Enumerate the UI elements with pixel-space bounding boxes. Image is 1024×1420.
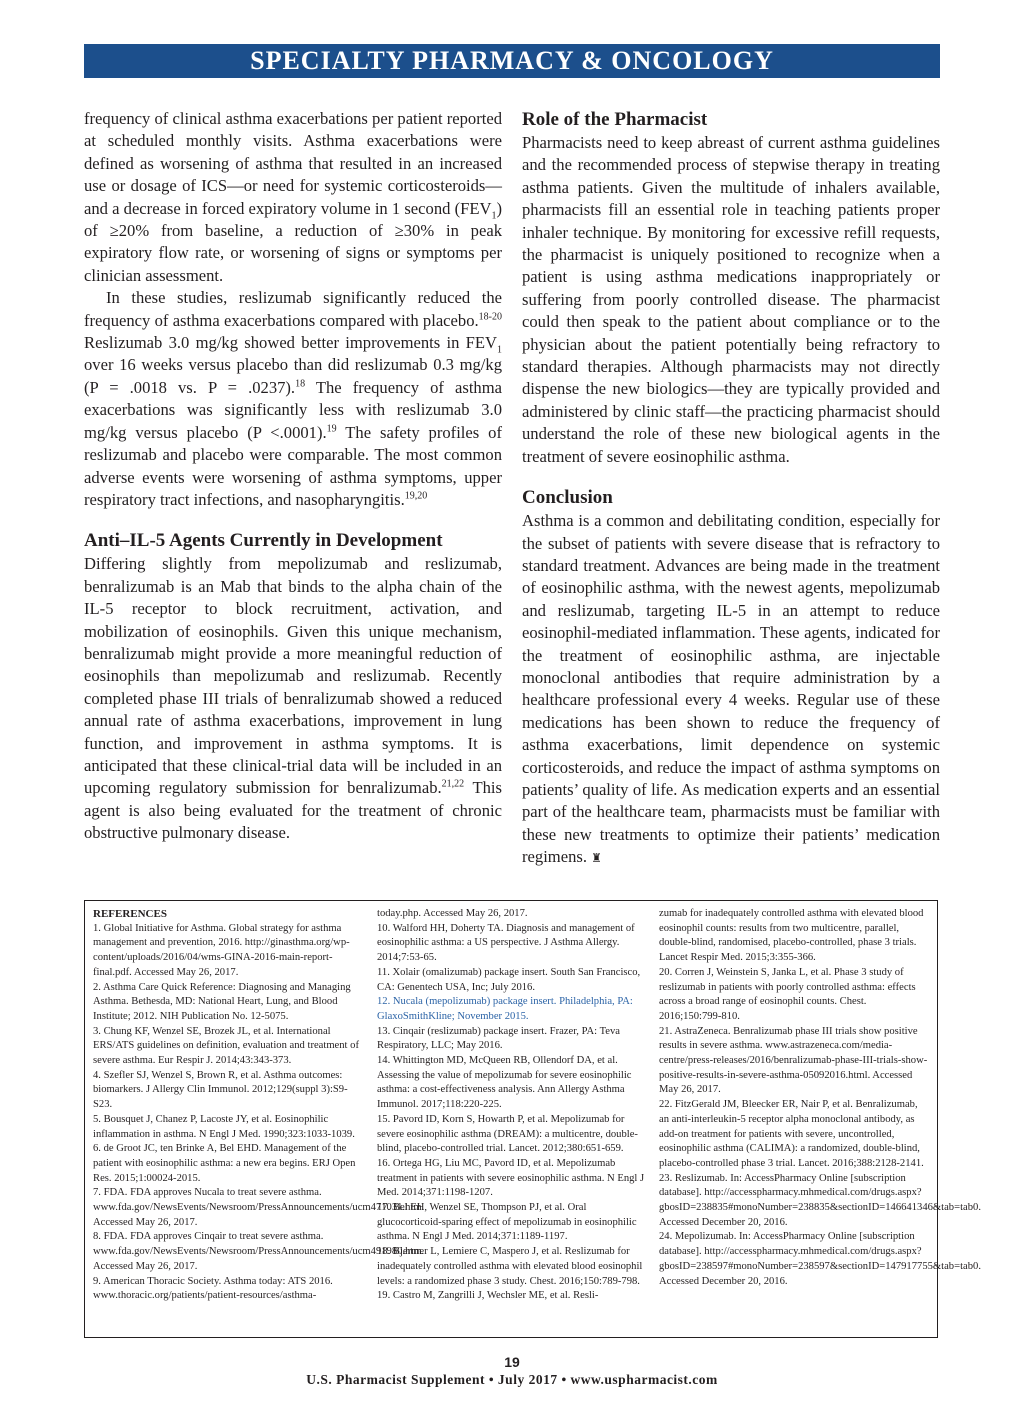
- reference-item: 11. Xolair (omalizumab) package insert. South San Francisco, CA: Genentech USA, Inc; July 2016.: [377, 966, 641, 993]
- reference-item: 23. Reslizumab. In: AccessPharmacy Online [subscription database]. http://accesspharmacy.mhmedical.com/drugs.aspx?gbosID=238835#monoNumber=238835&sectionID=146641346&tab=tab0. Accessed December 20, 2016.: [659, 1172, 981, 1228]
- references-box: [84, 900, 981, 1338]
- references-heading: REFERENCES: [93, 908, 167, 920]
- heading-role-of-pharmacist: Role of the Pharmacist: [522, 109, 708, 130]
- reference-item: today.php. Accessed May 26, 2017.: [377, 908, 528, 919]
- reference-item: 13. Cinqair (reslizumab) package insert. Frazer, PA: Teva Respiratory, LLC; May 2016.: [377, 1025, 621, 1052]
- reference-item: 20. Corren J, Weinstein S, Janka L, et al. Phase 3 study of reslizumab in patients with poorly controlled asthma: effects across a broad range of eosinophil counts. Chest. 2016;150:799-810.: [659, 966, 916, 1022]
- reference-item: 14. Whittington MD, McQueen RB, Ollendorf DA, et al. Assessing the value of mepolizumab for severe eosinophilic asthma: a cost-effectiveness analysis. Ann Allergy Asthma Immunol. 2017;118:220-225.: [377, 1055, 632, 1111]
- reference-item: 6. de Groot JC, ten Brinke A, Bel EHD. Management of the patient with eosinophilic asthma: a new era begins. ERJ Open Res. 2015;1:00024-2015.: [93, 1143, 356, 1184]
- paragraph-benralizumab: Differing slightly from mepolizumab and reslizumab, benralizumab is an Mab that binds to the alpha chain of the IL-5 receptor to block recruitment, activation, and mobilization of eosinophils. Given this unique mechanism, benralizumab might provide a more meaningful reduction of eosinophils than mepolizumab and reslizumab. Recently completed phase III trials of benralizumab showed a reduced annual rate of asthma exacerbations, improvement in lung function, and improvement in asthma symptoms. It is anticipated that these clinical-trial data will be included in an upcoming regulatory submission for benralizumab.$^{21,22}$ This agent is also being evaluated for the treatment of chronic obstructive pulmonary disease.: [84, 554, 502, 843]
- heading-anti-il5: Anti–IL-5 Agents Currently in Development: [84, 530, 443, 552]
- reference-item: 7. FDA. FDA approves Nucala to treat severe asthma. www.fda.gov/NewsEvents/Newsroom/PressAnnouncements/ucm471031.htm. Accessed May 26, 2017.: [93, 1187, 425, 1228]
- references-column-3: [659, 907, 981, 1304]
- paragraph-role-of-pharmacist: Pharmacists need to keep abreast of current asthma guidelines and the recommended process of stepwise therapy in treating asthma patients. Given the multitude of inhalers available, pharmacists fill an essential role in teaching patients proper inhaler technique. By monitoring for excessive refill requests, the pharmacist is uniquely positioned to recognize when a patient is using asthma medications inappropriately or suffering from poorly controlled disease. The pharmacist could then speak to the patient about compliance or to the physician about the patient potentially being refractory to standard therapies. Although pharmacists may not directly dispense the new biologics—they are typically provided and administered by clinic staff—the practicing pharmacist should understand the role of these new biological agents in the treatment of severe eosinophilic asthma.: [522, 133, 940, 466]
- reference-item-highlighted: 12. Nucala (mepolizumab) package insert. Philadelphia, PA: GlaxoSmithKline; November 2015.: [377, 996, 633, 1022]
- references-column-1: [93, 907, 425, 1304]
- reference-item: 5. Bousquet J, Chanez P, Lacoste JY, et al. Eosinophilic inflammation in asthma. N Engl J Med. 1990;323:1033-1039.: [93, 1113, 355, 1140]
- section-banner: SPECIALTY PHARMACY & ONCOLOGY: [84, 44, 940, 78]
- reference-item: 18. Bjermer L, Lemiere C, Maspero J, et al. Reslizumab for inadequately controlled asthma with elevated blood eosinophil levels: a randomized phase 3 study. Chest. 2016;150:789-798.: [377, 1246, 643, 1287]
- reference-item: 15. Pavord ID, Korn S, Howarth P, et al. Mepolizumab for severe eosinophilic asthma (DREAM): a multicentre, double-blind, placebo-controlled trial. Lancet. 2012;380:651-659.: [377, 1113, 638, 1155]
- reference-item: 9. American Thoracic Society. Asthma today: ATS 2016. www.thoracic.org/patients/patient-resources/asthma-: [93, 1275, 333, 1302]
- reference-item: 10. Walford HH, Doherty TA. Diagnosis and management of eosinophilic asthma: a US perspective. J Asthma Allergy. 2014;7:53-65.: [377, 922, 635, 964]
- paragraph-conclusion: Asthma is a common and debilitating condition, especially for the subset of patients with severe disease that is refractory to standard treatment. Advances are being made in the treatment of eosinophilic asthma, with the newest agents, mepolizumab and reslizumab, targeting IL-5 in an attempt to reduce eosinophil-mediated inflammation. These agents, indicated for the treatment of eosinophilic asthma, are injectable monoclonal antibodies that require administration by a healthcare professional every 4 weeks. Regular use of these medications has been shown to reduce the frequency of asthma exacerbations, limit dependence on systemic corticosteroids, and reduce the impact of asthma symptoms on patients’ quality of life. As medication experts and an essential part of the healthcare team, pharmacists must be familiar with these new treatments to optimize their patients’ medication regimens. ♜: [522, 511, 940, 867]
- reference-item: 17. Bel EH, Wenzel SE, Thompson PJ, et al. Oral glucocorticoid-sparing effect of mepolizumab in eosinophilic asthma. N Engl J Med. 2014;371:1189-1197.: [377, 1202, 637, 1243]
- reference-item: 1. Global Initiative for Asthma. Global strategy for asthma management and prevention, 2016. http://ginasthma.org/wp-content/uploads/2016/04/wms-GINA-2016-main-report-final.pdf. Accessed May 26, 2017.: [93, 922, 350, 978]
- end-mark-icon: ♜: [591, 851, 602, 866]
- heading-conclusion: Conclusion: [522, 487, 613, 509]
- paragraph-reslizumab-studies: In these studies, reslizumab significantly reduced the frequency of asthma exacerbations compared with placebo.$^{18-20}$ Reslizumab 3.0 mg/kg showed better improvements in $FEV_1$ over 16 weeks versus placebo than did reslizumab 0.3 mg/kg (P = .0018 vs. P = .0237).$^{18}$ The frequency of asthma exacerbations was significantly less with reslizumab 3.0 mg/kg versus placebo (P <.0001).$^{19}$ The safety profiles of reslizumab and placebo were comparable. The most common adverse events were worsening of asthma symptoms, upper respiratory tract infections, and nasopharyngitis.$^{19,20}$: [84, 288, 502, 509]
- page-number: 19: [504, 1354, 520, 1370]
- references-column-2: [377, 907, 645, 1304]
- publication-footer: U.S. Pharmacist Supplement • July 2017 • www.uspharmacist.com: [306, 1372, 718, 1387]
- paragraph-exacerbation-definition: frequency of clinical asthma exacerbations per patient reported at scheduled monthly visits. Asthma exacerbations were defined as worsening of asthma that resulted in an increased use or dosage of ICS—or need for systemic corticosteroids—and a decrease in forced expiratory volume in 1 second $(FEV_1)$ of ≥20% from baseline, a reduction of ≥30% in peak expiratory flow rate, or worsening of signs or symptoms per clinician assessment.: [84, 109, 502, 285]
- right-column: [522, 108, 940, 870]
- reference-item: 22. FitzGerald JM, Bleecker ER, Nair P, et al. Benralizumab, an anti-interleukin-5 receptor alpha monoclonal antibody, as add-on treatment for patients with severe, uncontrolled, eosinophilic asthma (CALIMA): a randomized, double-blind, placebo-controlled phase 3 trial. Lancet. 2016;388:2128-2141.: [659, 1099, 924, 1169]
- reference-item: 24. Mepolizumab. In: AccessPharmacy Online [subscription database]. http://accesspharmacy.mhmedical.com/drugs.aspx?gbosID=238597#monoNumber=238597&sectionID=147917755&tab=tab0. Accessed December 20, 2016.: [659, 1231, 981, 1287]
- reference-item: 19. Castro M, Zangrilli J, Wechsler ME, et al. Resli-: [377, 1290, 599, 1302]
- reference-item: 21. AstraZeneca. Benralizumab phase III trials show positive results in severe asthma. www.astrazeneca.com/media-centre/press-releases/2016/benralizumab-phase-III-trials-show-positive-results-in-severe-asthma-05092016.html. Accessed May 26, 2017.: [659, 1025, 928, 1096]
- reference-item: 4. Szefler SJ, Wenzel S, Brown R, et al. Asthma outcomes: biomarkers. J Allergy Clin Immunol. 2012;129(suppl 3):S9-S23.: [93, 1069, 348, 1111]
- reference-item: 8. FDA. FDA approves Cinqair to treat severe asthma. www.fda.gov/NewsEvents/Newsroom/PressAnnouncements/ucm491980.htm. Accessed May 26, 2017.: [93, 1231, 425, 1272]
- reference-item: 2. Asthma Care Quick Reference: Diagnosing and Managing Asthma. Bethesda, MD: National Heart, Lung, and Blood Institute; 2012. NIH Publication No. 12-5075.: [93, 981, 351, 1022]
- reference-item: 3. Chung KF, Wenzel SE, Brozek JL, et al. International ERS/ATS guidelines on definition, evaluation and treatment of severe asthma. Eur Respir J. 2014;43:343-373.: [93, 1025, 359, 1067]
- reference-item: 16. Ortega HG, Liu MC, Pavord ID, et al. Mepolizumab treatment in patients with severe eosinophilic asthma. N Engl J Med. 2014;371:1198-1207.: [377, 1157, 645, 1199]
- left-column: [84, 108, 502, 845]
- reference-item: zumab for inadequately controlled asthma with elevated blood eosinophil counts: results from two multicentre, parallel, double-blind, randomised, placebo-controlled, phase 3 trials. Lancet Respir Med. 2015;3:355-366.: [659, 908, 924, 964]
